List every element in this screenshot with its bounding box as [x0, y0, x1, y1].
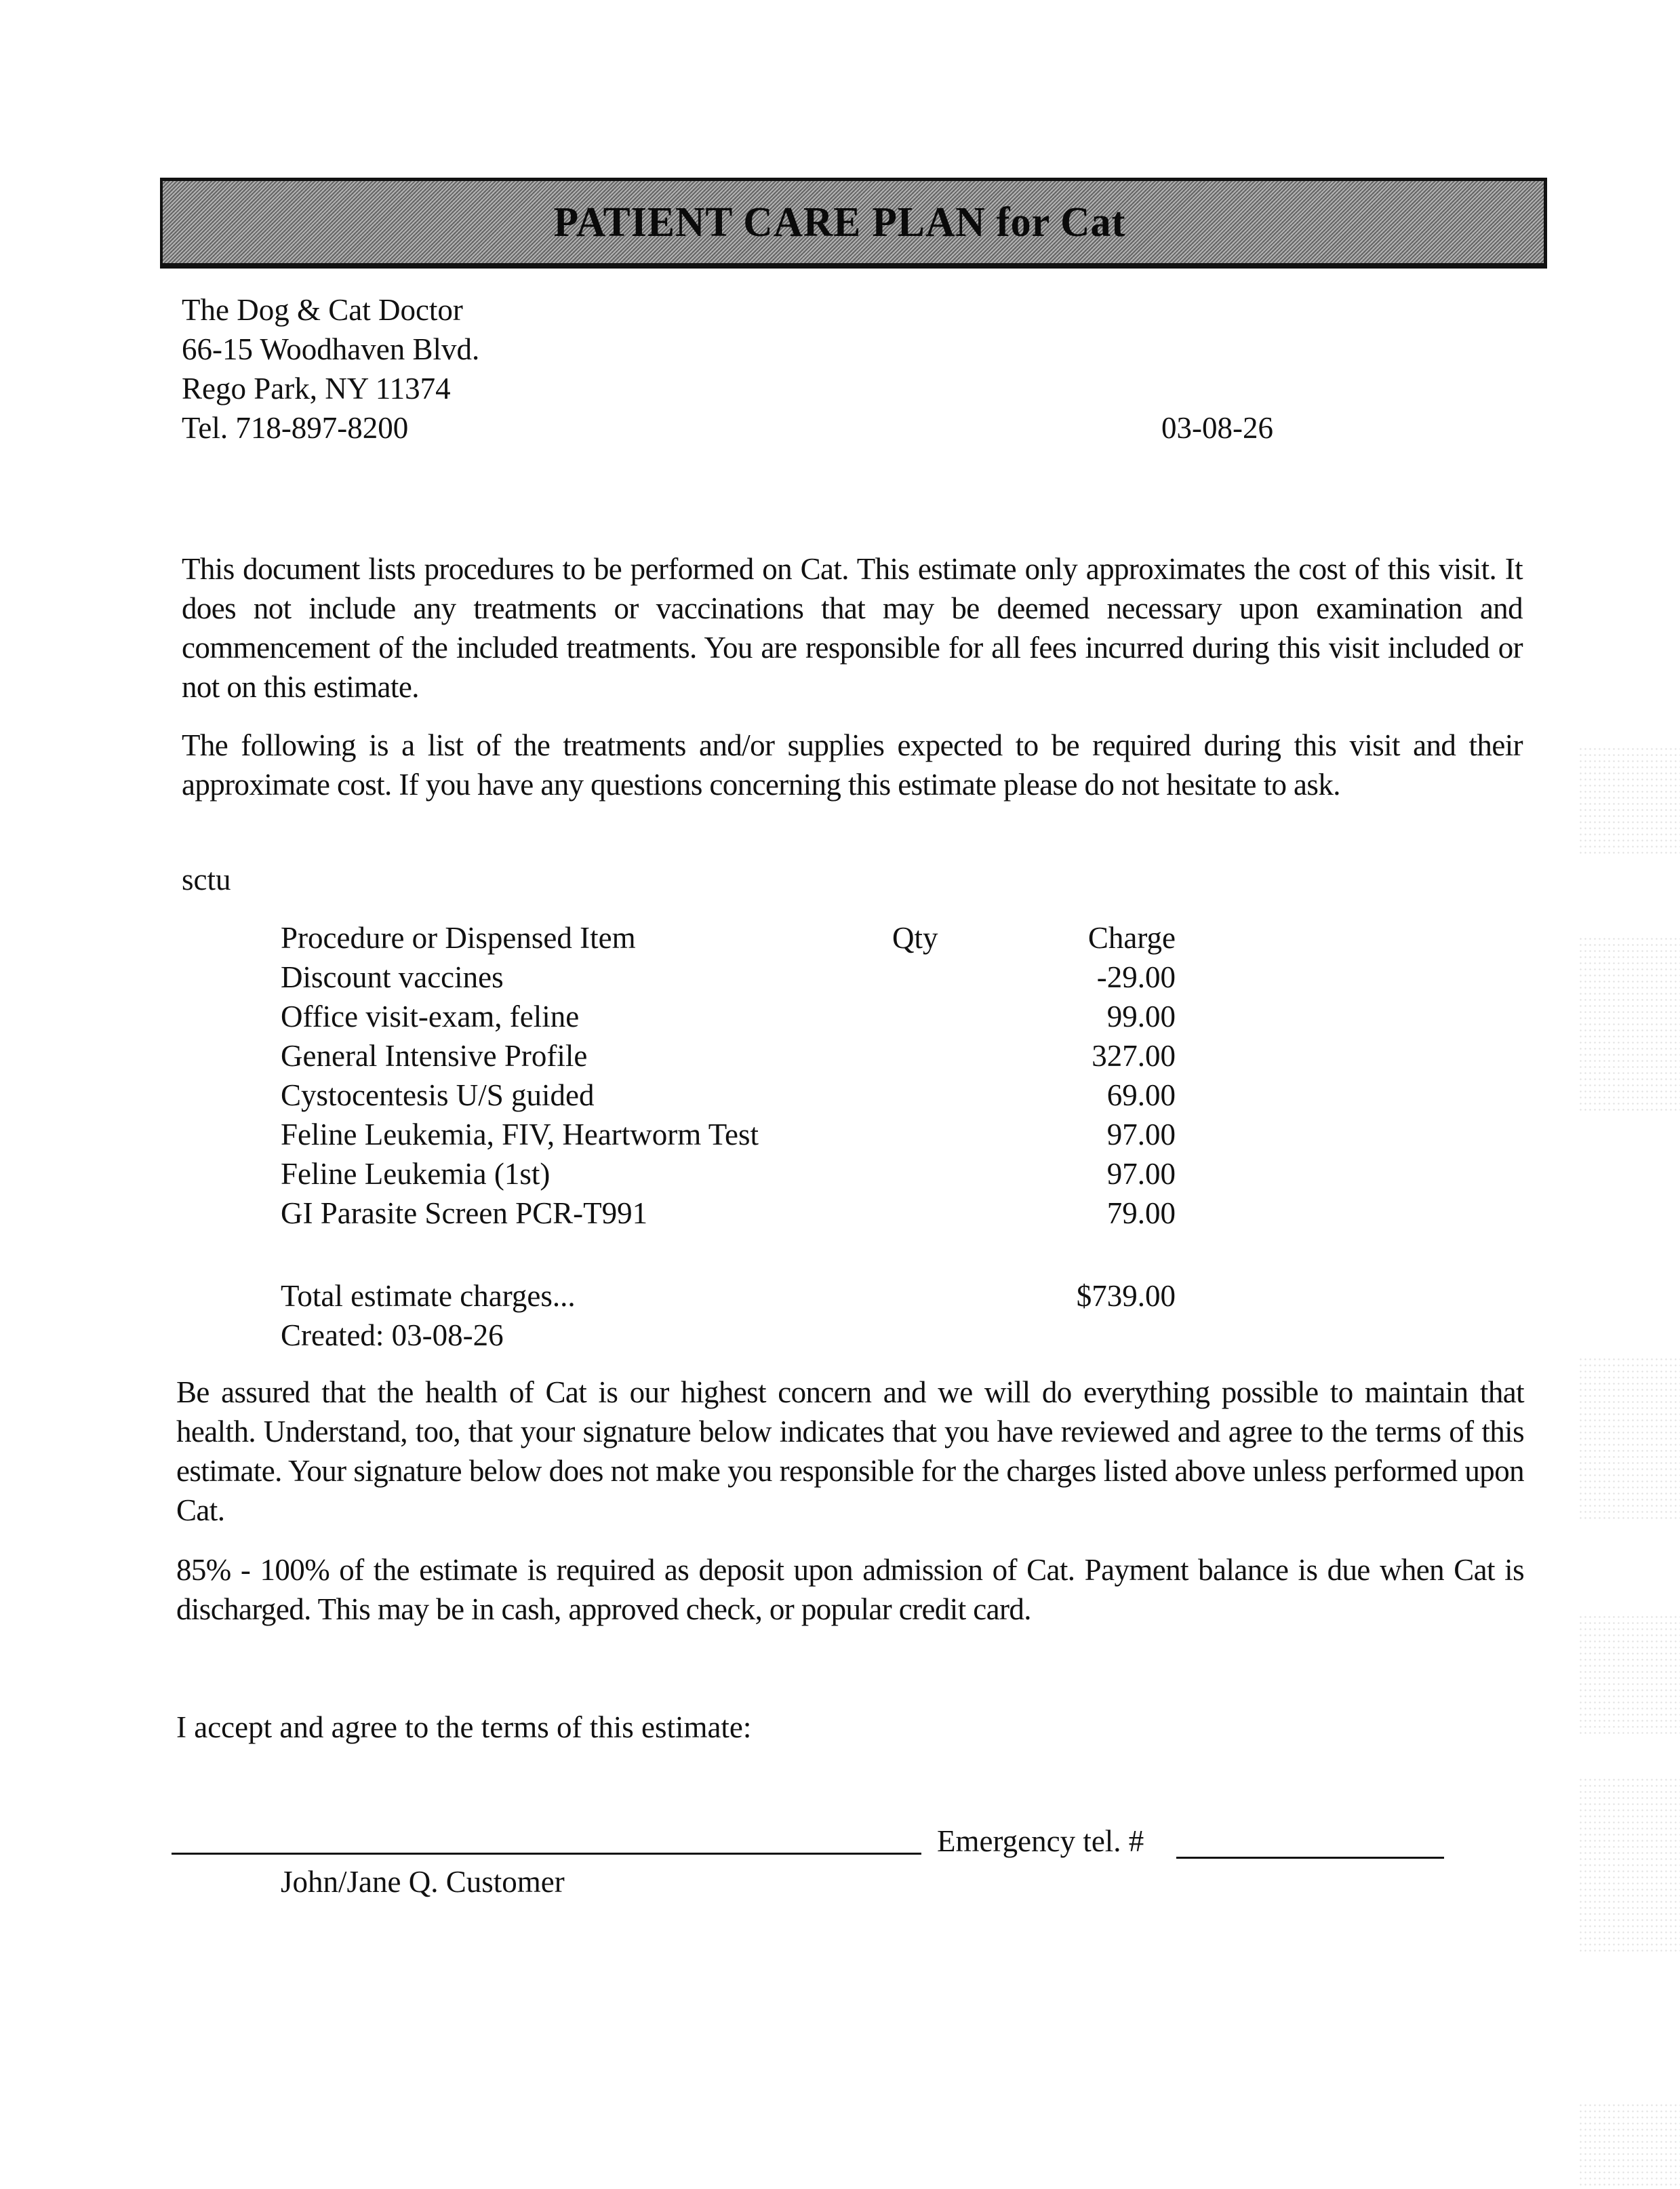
intro-paragraph-2: The following is a list of the treatments and/or supplies expected to be required during this visit and their approximate cost. If you have any questions concerning this estimate please do not hesitate to ask.: [182, 728, 1523, 802]
table-header-row: [281, 918, 1176, 958]
estimate-code: sctu: [182, 863, 231, 896]
clinic-phone: Tel. 718-897-8200: [182, 411, 409, 445]
row-charge: 97.00: [1106, 1118, 1176, 1151]
row-item: Feline Leukemia (1st): [281, 1157, 551, 1191]
table-row: [281, 958, 1176, 997]
document-date: 03-08-26: [1161, 411, 1273, 445]
row-item: Office visit-exam, feline: [281, 1000, 580, 1033]
header-qty: Qty: [892, 921, 938, 955]
total-label: Total estimate charges...: [281, 1279, 576, 1313]
totals-block: [281, 1276, 1176, 1355]
row-charge: 327.00: [1092, 1039, 1176, 1073]
total-amount: $739.00: [1076, 1279, 1176, 1313]
emergency-tel-line[interactable]: [1176, 1857, 1444, 1859]
row-charge: 79.00: [1106, 1196, 1176, 1230]
row-charge: 97.00: [1106, 1157, 1176, 1191]
scan-noise: [1578, 2102, 1680, 2189]
total-row: [281, 1276, 1176, 1316]
clinic-street: 66-15 Woodhaven Blvd.: [182, 332, 480, 366]
table-row: [281, 1115, 1176, 1154]
scan-noise: [1578, 1614, 1680, 1736]
scan-noise: [1578, 1777, 1680, 1953]
intro-paragraph-1: This document lists procedures to be performed on Cat. This estimate only approximates the cost of this visit. It does not include any treatments or vaccinations that may be deemed necessary upon examination and commencement of the included treatments. You are responsible for all fees incurred during this visit included or not on this estimate.: [182, 552, 1523, 704]
table-row: [281, 997, 1176, 1036]
table-row: [281, 1076, 1176, 1115]
clinic-city: Rego Park, NY 11374: [182, 372, 451, 406]
scan-noise: [1578, 1356, 1680, 1519]
scan-noise: [1578, 746, 1680, 854]
assurance-paragraph: Be assured that the health of Cat is our highest concern and we will do everything possible to maintain that health. Understand, too, that your signature below indicates that you have reviewed and agree to the terms of this estimate. Your signature below does not make you responsible for the charges listed above unless performed upon Cat.: [176, 1375, 1524, 1527]
row-charge: 99.00: [1106, 1000, 1176, 1033]
created-row: [281, 1316, 1176, 1355]
row-charge: 69.00: [1106, 1078, 1176, 1112]
customer-name: John/Jane Q. Customer: [281, 1865, 565, 1899]
document-title: PATIENT CARE PLAN for Cat: [553, 198, 1126, 245]
created-date: Created: 03-08-26: [281, 1318, 504, 1352]
accept-statement: I accept and agree to the terms of this estimate:: [176, 1710, 752, 1744]
row-charge: -29.00: [1096, 960, 1176, 994]
table-row: [281, 1154, 1176, 1194]
emergency-tel-label: Emergency tel. #: [937, 1824, 1144, 1858]
row-item: GI Parasite Screen PCR-T991: [281, 1196, 648, 1230]
title-banner: [160, 178, 1547, 269]
charges-table: [281, 918, 1176, 1233]
row-item: Discount vaccines: [281, 960, 504, 994]
clinic-name: The Dog & Cat Doctor: [182, 293, 463, 327]
deposit-paragraph: 85% - 100% of the estimate is required as deposit upon admission of Cat. Payment balance is due when Cat is discharged. This may be in cash, approved check, or popular credit card.: [176, 1553, 1524, 1626]
clinic-address-block: [182, 290, 479, 448]
row-item: Cystocentesis U/S guided: [281, 1078, 595, 1112]
scan-noise: [1578, 936, 1680, 1112]
header-item: Procedure or Dispensed Item: [281, 921, 636, 955]
table-row: [281, 1036, 1176, 1076]
row-item: General Intensive Profile: [281, 1039, 588, 1073]
signature-line[interactable]: [172, 1853, 921, 1855]
header-charge: Charge: [1087, 921, 1176, 955]
table-row: [281, 1194, 1176, 1233]
row-item: Feline Leukemia, FIV, Heartworm Test: [281, 1118, 759, 1151]
